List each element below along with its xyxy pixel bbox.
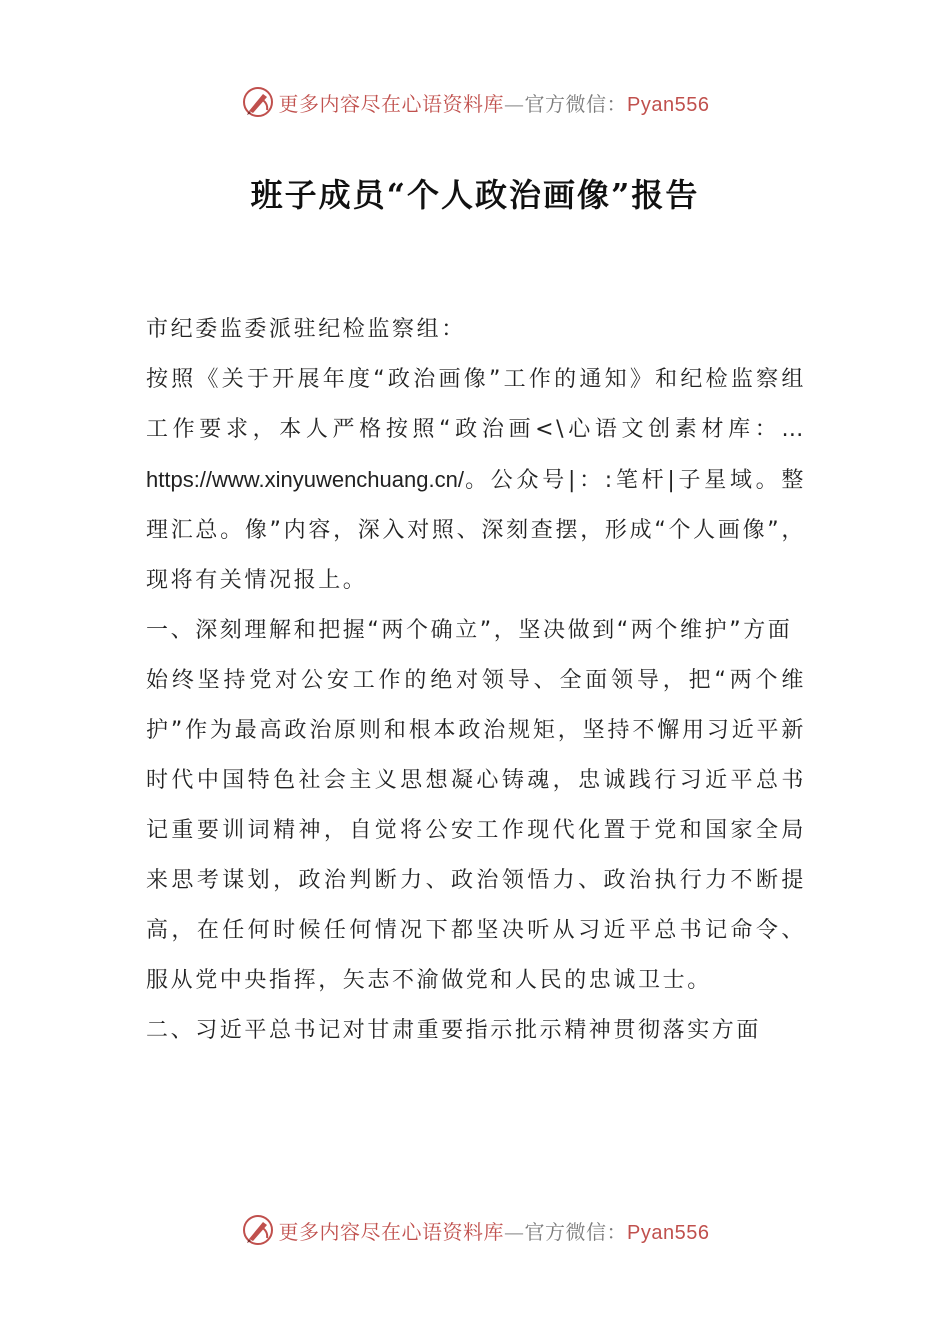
footer-watermark [0, 1210, 950, 1250]
pen-logo-icon [241, 1213, 275, 1247]
section2-heading: 二、习近平总书记对甘肃重要指示批示精神贯彻落实方面 [146, 1018, 762, 1043]
watermark-brand: 更多内容尽在心语资料库 [278, 91, 505, 116]
intro-text-part2: 。公众号|：:笔杆|子星域。整理汇总。像”内容，深入对照、深刻查摆，形成“个人画像”，现将有关情况报上。 [146, 468, 806, 593]
salutation: 市纪委监委派驻纪检监察组： [146, 317, 466, 342]
watermark-separator: — [504, 1219, 525, 1244]
document-body [146, 305, 806, 1056]
document-title: 班子成员“个人政治画像”报告 [250, 176, 700, 214]
header-watermark [0, 82, 950, 122]
pen-logo-icon [241, 85, 275, 119]
watermark-label: 官方微信： [524, 1219, 628, 1244]
watermark-text [279, 1216, 710, 1245]
intro-paragraph [146, 355, 806, 606]
intro-text-part1: 按照《关于开展年度“政治画像”工作的通知》和纪检监察组工作要求，本人严格按照“政治画<\心语文创素材库：… [146, 367, 806, 442]
watermark-separator: — [504, 91, 525, 116]
watermark-label: 官方微信： [524, 91, 628, 116]
watermark-id: Pyan556 [627, 93, 710, 116]
section1-heading: 一、深刻理解和把握“两个确立”，坚决做到“两个维护”方面 [146, 618, 793, 643]
intro-url-link[interactable]: https://www.xinyuwenchuang.cn/ [146, 467, 464, 492]
watermark-text [279, 88, 710, 117]
section1-body: 始终坚持党对公安工作的绝对领导、全面领导，把“两个维护”作为最高政治原则和根本政治规矩，坚持不懈用习近平新时代中国特色社会主义思想凝心铸魂，忠诚践行习近平总书记重要训词精神，自觉将公安工作现代化置于党和国家全局来思考谋划，政治判断力、政治领悟力、政治执行力不断提高，在任何时候任何情况下都坚决听从习近平总书记命令、服从党中央指挥，矢志不渝做党和人民的忠诚卫士。 [146, 668, 806, 993]
watermark-brand: 更多内容尽在心语资料库 [278, 1219, 505, 1244]
watermark-id: Pyan556 [627, 1221, 710, 1244]
